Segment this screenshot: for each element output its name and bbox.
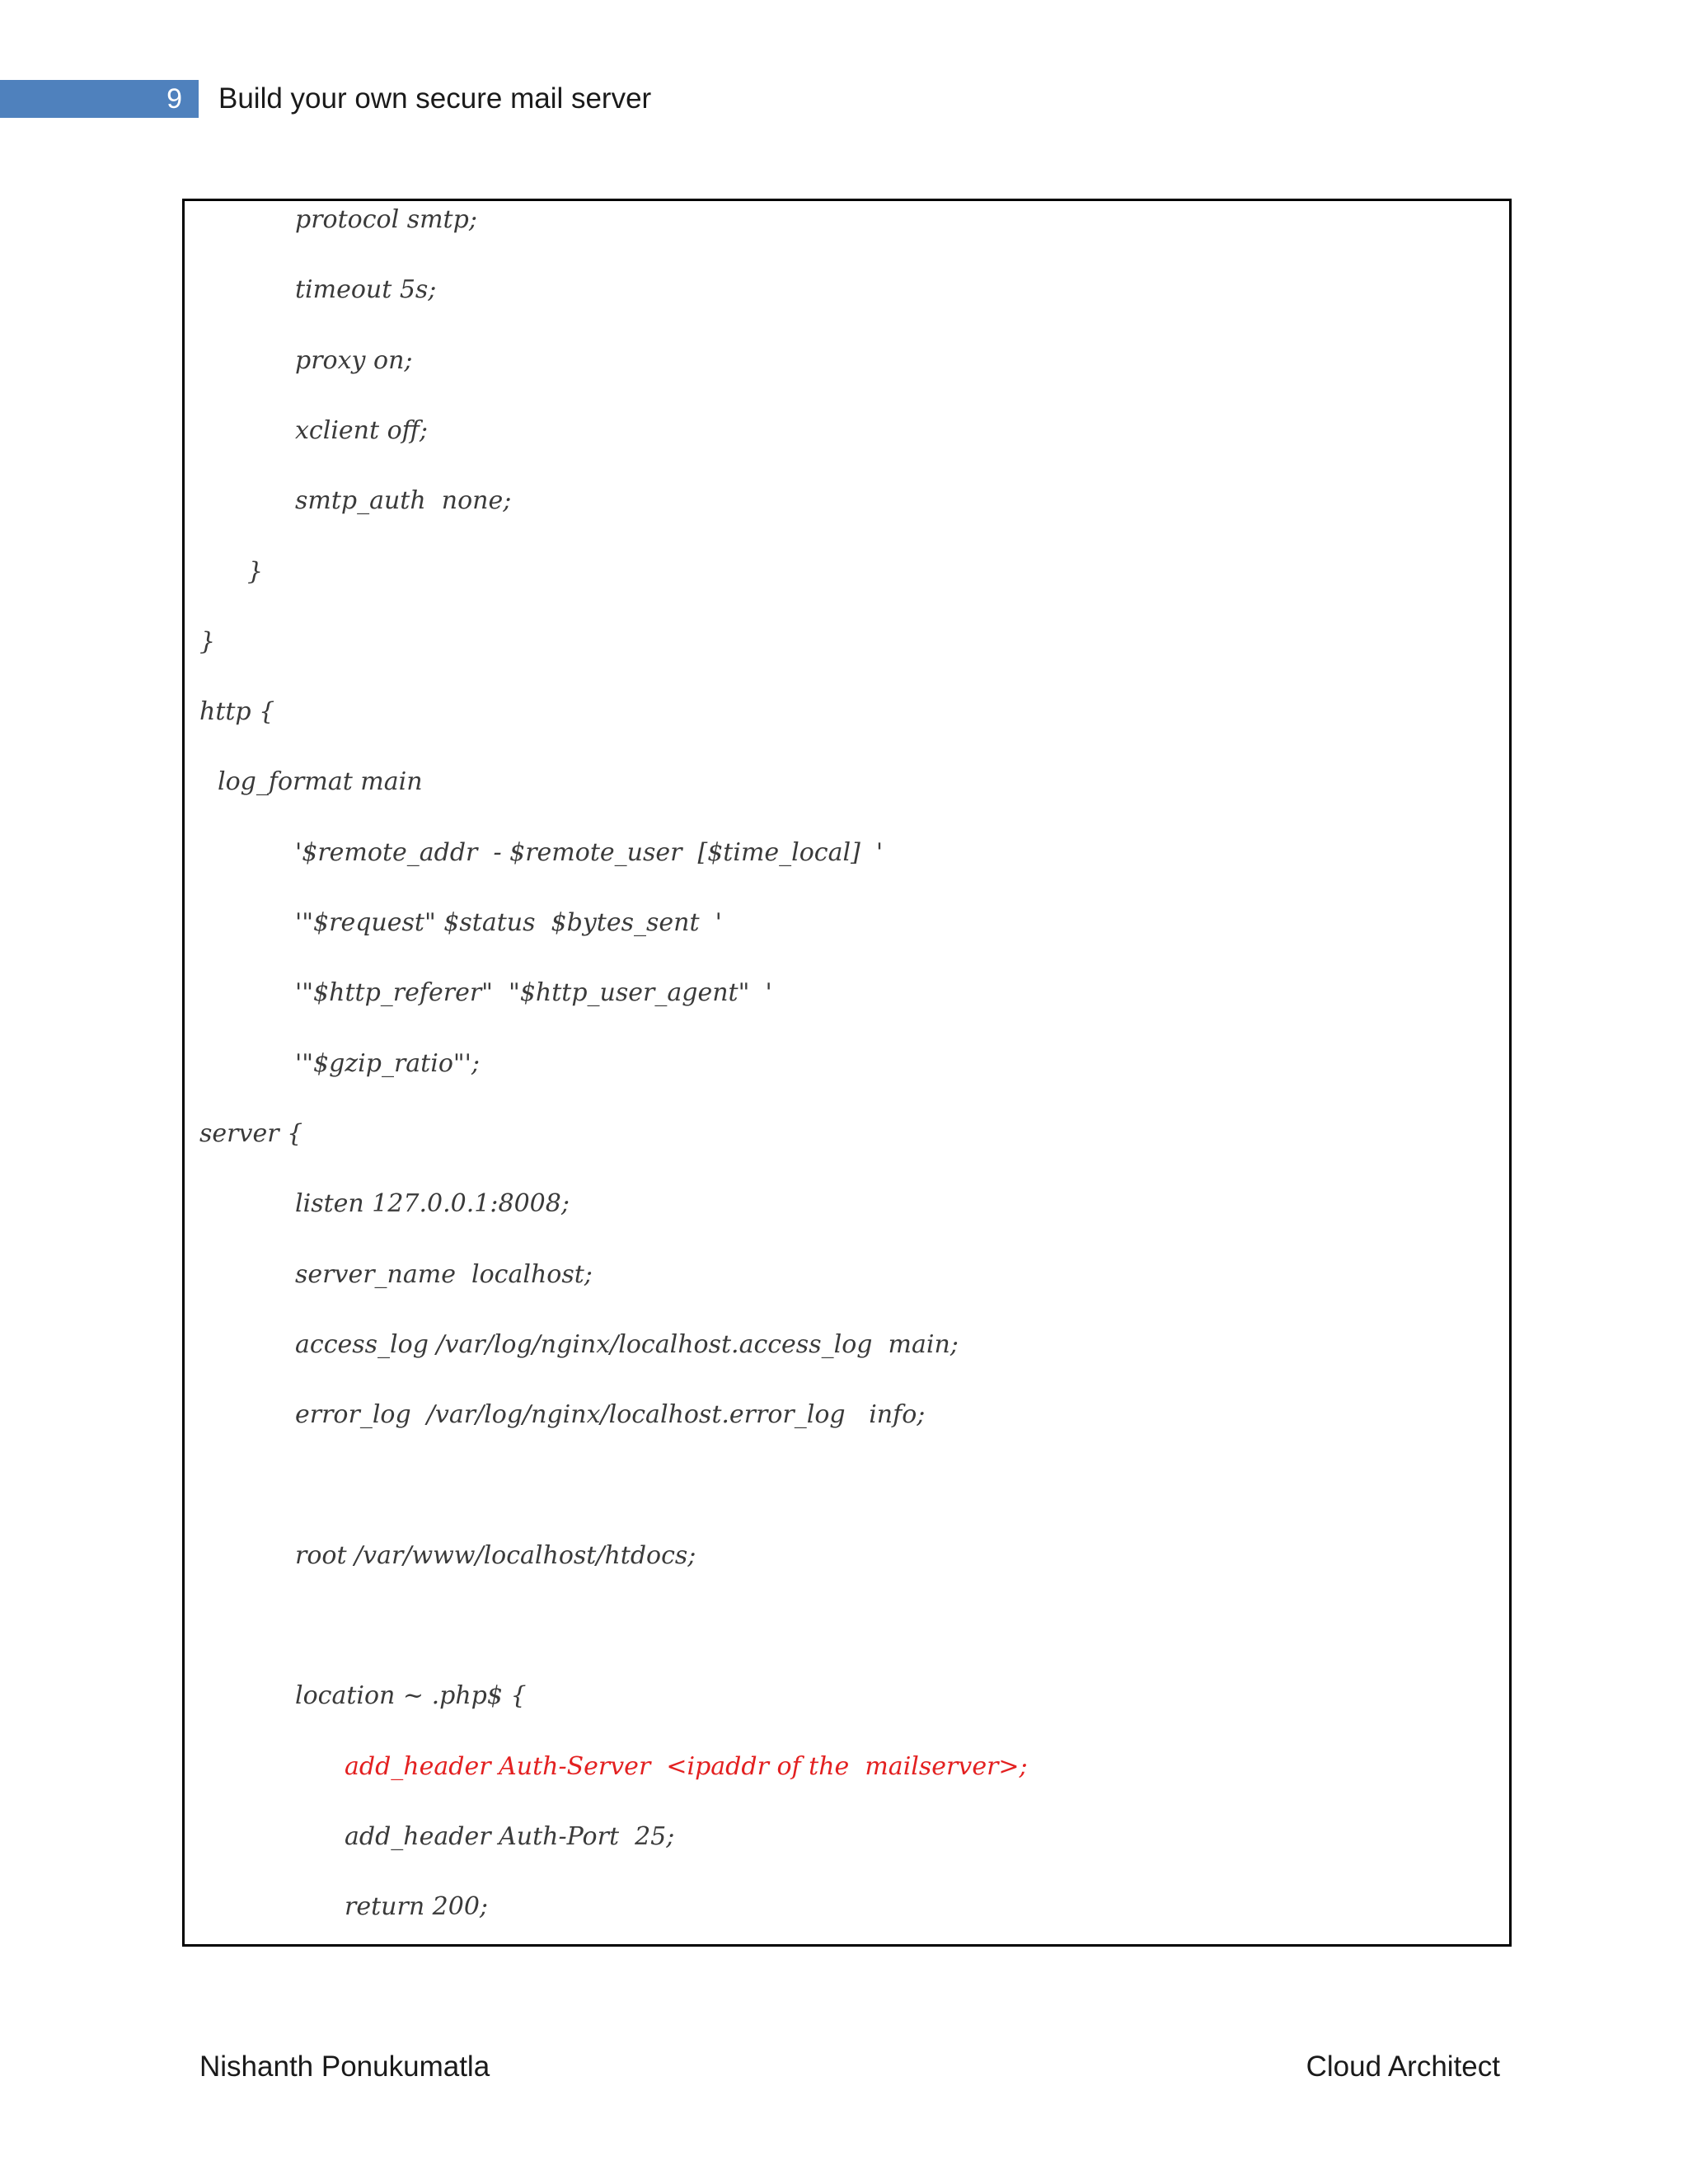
code-line: '"$gzip_ratio"'; <box>295 1048 481 1078</box>
code-line: '"$request" $status $bytes_sent ' <box>295 908 722 937</box>
code-line: access_log /var/log/nginx/localhost.access_log main; <box>295 1329 959 1359</box>
page-number-band <box>0 80 199 118</box>
code-line: xclient off; <box>295 415 429 445</box>
code-line: location ~ .php$ { <box>295 1681 527 1711</box>
code-line: '$remote_addr - $remote_user [$time_local] ' <box>295 837 884 867</box>
code-line: timeout 5s; <box>295 275 437 305</box>
code-line: server { <box>199 1118 303 1148</box>
footer-author: Nishanth Ponukumatla <box>199 2050 490 2083</box>
code-line: root /var/www/localhost/htdocs; <box>295 1540 696 1570</box>
footer-role: Cloud Architect <box>1306 2050 1500 2083</box>
code-line: smtp_auth none; <box>295 486 512 516</box>
code-line: protocol smtp; <box>295 205 477 234</box>
code-line: return 200; <box>345 1892 489 1922</box>
code-line: add_header Auth-Server <ipaddr of the mailserver>; <box>345 1751 1028 1781</box>
code-line: http { <box>199 697 275 727</box>
code-line: } <box>199 626 216 656</box>
document-title: Build your own secure mail server <box>218 82 652 115</box>
page-number: 9 <box>166 83 182 115</box>
code-listing <box>182 199 1512 1947</box>
code-line: server_name localhost; <box>295 1259 593 1289</box>
code-line: } <box>247 556 264 586</box>
code-line: log_format main <box>218 767 423 797</box>
code-line: proxy on; <box>295 345 413 375</box>
code-line: '"$http_referer" "$http_user_agent" ' <box>295 978 772 1008</box>
code-line: listen 127.0.0.1:8008; <box>295 1189 570 1219</box>
code-line: add_header Auth-Port 25; <box>345 1821 675 1851</box>
code-line: error_log /var/log/nginx/localhost.error_log info; <box>295 1400 926 1430</box>
